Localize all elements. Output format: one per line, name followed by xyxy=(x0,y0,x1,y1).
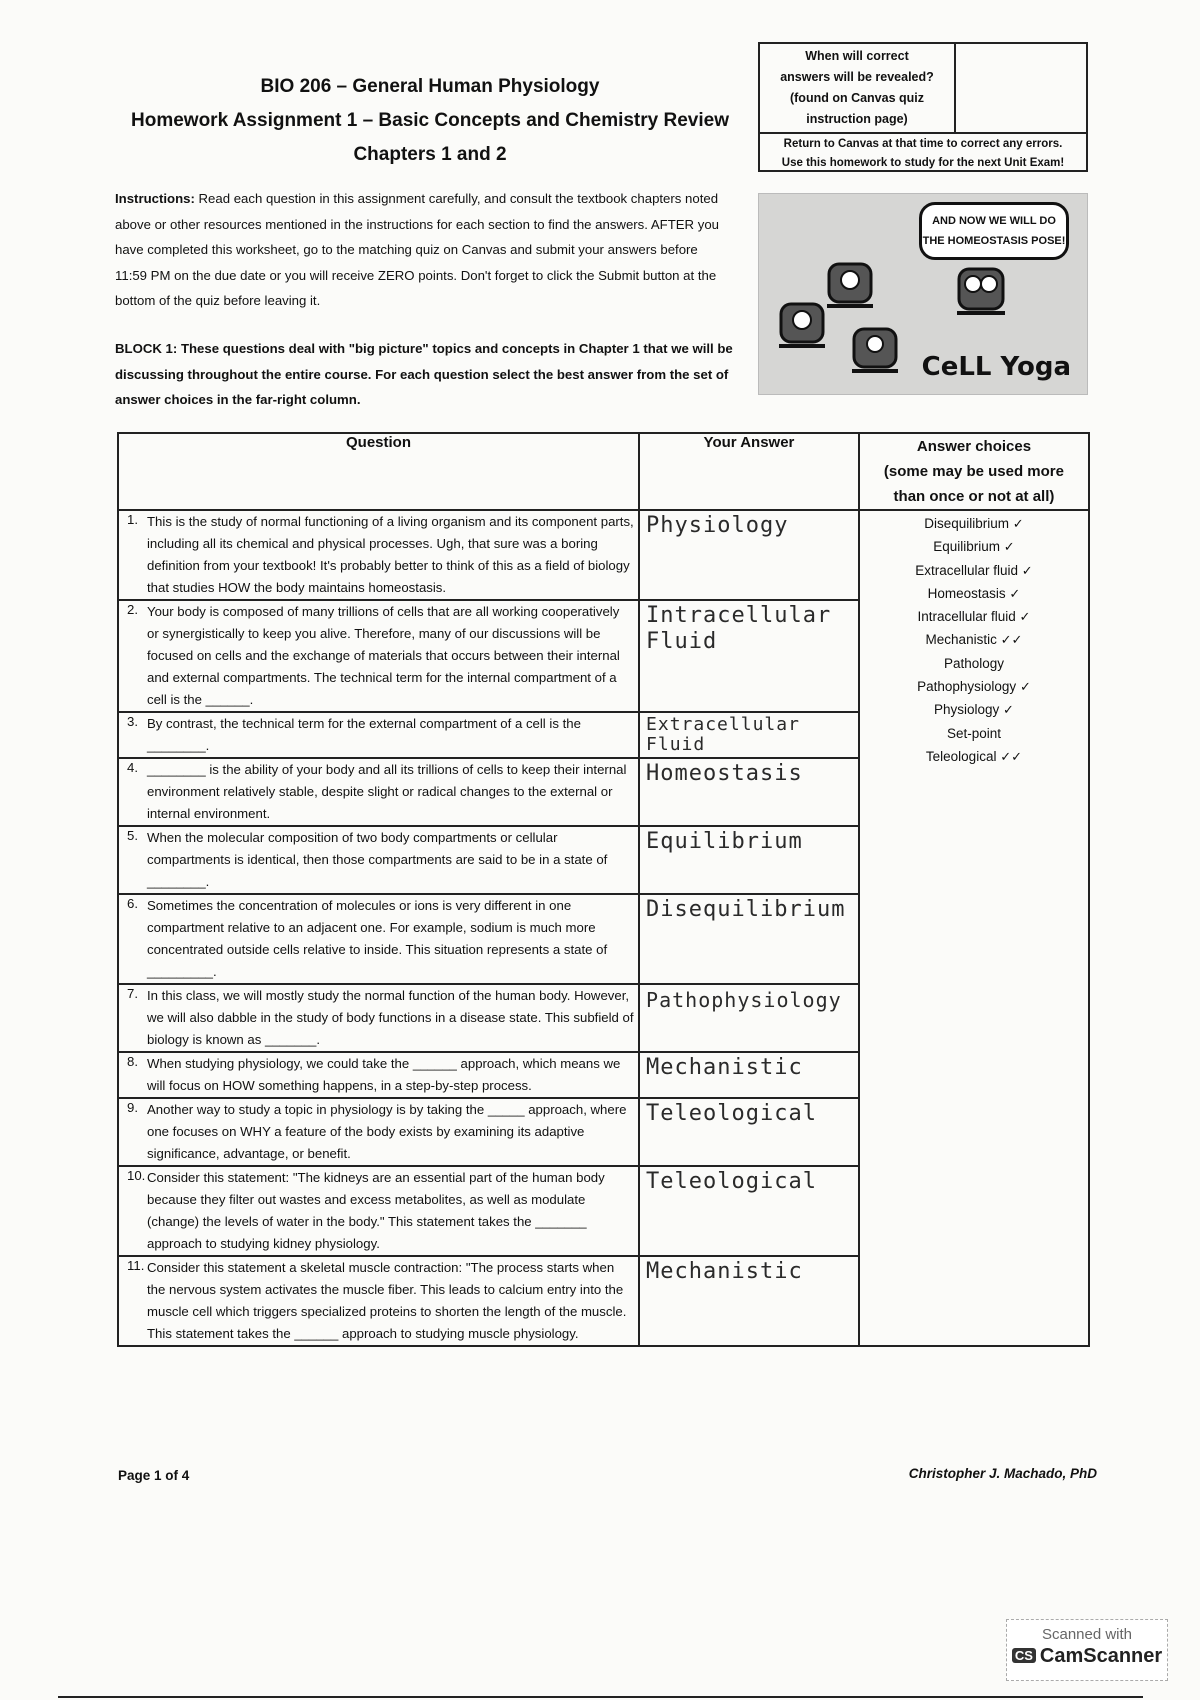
question-number: 10. xyxy=(127,1168,146,1183)
question-table xyxy=(117,432,1090,1347)
handwritten-answer: Mechanistic xyxy=(646,1259,803,1284)
question-number: 4. xyxy=(127,760,138,775)
question-number: 2. xyxy=(127,602,138,617)
answer-choices-list xyxy=(860,511,1088,769)
question-text: ________ is the ability of your body and all its trillions of cells to keep their internal environment relatively stable, despite slight or radical changes to the external or internal environment. xyxy=(147,762,627,821)
answer-reveal-box xyxy=(758,42,1088,172)
handwritten-answer: Extracellular Fluid xyxy=(646,714,800,755)
check-mark-icon: ✓ xyxy=(1019,610,1031,626)
course-title: BIO 206 – General Human Physiology xyxy=(260,76,600,97)
question-number: 11. xyxy=(127,1258,145,1273)
question-number: 8. xyxy=(127,1054,138,1069)
list-item: Pathology xyxy=(943,655,1004,671)
question-text: Your body is composed of many trillions of cells that are all working cooperatively or synergistically to keep you alive. Therefore, many of our discussions will be focused on cells and the exchange of materials that occurs between their internal and external compartments. The technical term for the internal compartment of a cell is the ______. xyxy=(147,604,620,707)
instructions-label: Instructions: xyxy=(115,191,195,206)
handwritten-answer: Homeostasis xyxy=(646,761,803,786)
cell-yoga-cartoon xyxy=(758,193,1088,395)
check-mark-icon: ✓✓ xyxy=(1000,749,1023,765)
list-item: Homeostasis ✓ xyxy=(927,585,1021,602)
question-number: 1. xyxy=(127,512,138,527)
bottom-rule xyxy=(58,1696,1143,1698)
question-text: In this class, we will mostly study the normal function of the human body. However, we will also dabble in the study of body functions in a disease state. This subfield of biology is known as _______. xyxy=(147,988,634,1047)
question-text: Consider this statement a skeletal muscle contraction: "The process starts when the nervous system activates the muscle fiber. This leads to calcium entry into the muscle cell which triggers specialized proteins to shorten the length of the muscle. This statement takes the ______ approach to studying muscle physiology. xyxy=(147,1260,627,1341)
reveal-note: Return to Canvas at that time to correct any errors. Use this homework to study for the next Unit Exam! xyxy=(781,138,1065,169)
check-mark-icon: ✓ xyxy=(1019,680,1031,696)
table-row xyxy=(118,510,1089,600)
list-item: Equilibrium ✓ xyxy=(933,539,1015,556)
author-name: Christopher J. Machado, PhD xyxy=(908,1466,1097,1481)
handwritten-answer: Pathophysiology xyxy=(646,988,842,1012)
list-item: Set-point xyxy=(946,725,1001,741)
camscanner-watermark xyxy=(1006,1619,1168,1681)
question-number: 3. xyxy=(127,714,138,729)
handwritten-answer: Intracellular Fluid xyxy=(646,603,832,654)
scanned-with-label: Scanned with xyxy=(1041,1626,1133,1643)
question-text: This is the study of normal functioning of a living organism and its component parts, including all its chemical and physical processes. Ugh, that sure was a boring definition from your textbook! It's probably better to think of this as a field of biology that studies HOW the body maintains homeostasis. xyxy=(147,514,634,595)
list-item: Extracellular fluid ✓ xyxy=(915,562,1033,579)
camscanner-logo-icon: CS xyxy=(1012,1648,1036,1663)
question-number: 5. xyxy=(127,828,138,843)
check-mark-icon: ✓✓ xyxy=(1000,633,1023,649)
list-item: Intracellular fluid ✓ xyxy=(917,609,1031,626)
question-number: 9. xyxy=(127,1100,138,1115)
check-mark-icon: ✓ xyxy=(1009,586,1021,602)
document-header xyxy=(110,70,750,172)
question-text: Sometimes the concentration of molecules or ions is very different in one compartment relative to an adjacent one. For example, sodium is much more concentrated outside cells relative to inside. This situation represents a state of _________. xyxy=(147,898,608,979)
assignment-title: Homework Assignment 1 – Basic Concepts and Chemistry Review xyxy=(131,110,729,131)
page-number: Page 1 of 4 xyxy=(118,1468,190,1483)
block1-intro: BLOCK 1: These questions deal with "big picture" topics and concepts in Chapter 1 that we will be discussing throughout the entire course. For each question select the best answer from the set of answer choices in the far-right column. xyxy=(115,341,733,407)
handwritten-answer: Physiology xyxy=(646,513,789,538)
list-item: Disequilibrium ✓ xyxy=(924,516,1024,532)
speech-bubble: AND NOW WE WILL DO THE HOMEOSTASIS POSE! xyxy=(919,202,1069,260)
handwritten-answer: Equilibrium xyxy=(646,829,803,854)
question-number: 7. xyxy=(127,986,138,1001)
answer-column-header: Your Answer xyxy=(639,433,859,510)
handwritten-answer: Disequilibrium xyxy=(646,897,846,922)
choices-column-header: Answer choices (some may be used more than once or not at all) xyxy=(859,433,1089,510)
question-text: By contrast, the technical term for the external compartment of a cell is the ________. xyxy=(147,716,581,753)
question-column-header: Question xyxy=(118,433,639,510)
check-mark-icon: ✓ xyxy=(1012,517,1024,532)
question-number: 6. xyxy=(127,896,138,911)
handwritten-answer: Teleological xyxy=(646,1101,817,1126)
question-text: Consider this statement: "The kidneys are an essential part of the human body because they filter out wastes and excess metabolites, as well as modulate (change) the levels of water in the body." This statement takes the _______ approach to studying kidney physiology. xyxy=(147,1170,605,1251)
instructions-text: Read each question in this assignment carefully, and consult the textbook chapters noted above or other resources mentioned in the instructions for each section to find the answers. AFTER you have completed this worksheet, go to the matching quiz on Canvas and submit your answers before 11:59 PM on the due date or you will receive ZERO points. Don't forget to click the Submit button at the bottom of the quiz before leaving it. xyxy=(115,191,720,308)
camscanner-brand: CS CamScanner xyxy=(1007,1645,1167,1668)
check-mark-icon: ✓ xyxy=(1003,540,1015,556)
question-text: When studying physiology, we could take the ______ approach, which means we will focus on HOW something happens, in a step-by-step process. xyxy=(147,1056,621,1093)
table-header-row xyxy=(118,433,1089,510)
reveal-date-blank xyxy=(956,44,1086,134)
check-mark-icon: ✓ xyxy=(1003,703,1014,719)
question-text: When the molecular composition of two body compartments or cellular compartments is identical, then those compartments are said to be in a state of ________. xyxy=(147,830,608,889)
reveal-question: When will correct answers will be revealed? (found on Canvas quiz instruction page) xyxy=(760,44,956,134)
list-item: Pathophysiology ✓ xyxy=(917,679,1031,696)
chapters-title: Chapters 1 and 2 xyxy=(353,144,507,165)
list-item: Physiology ✓ xyxy=(933,702,1014,719)
instructions xyxy=(115,186,725,314)
list-item: Teleological ✓✓ xyxy=(925,748,1023,765)
handwritten-answer: Teleological xyxy=(646,1169,817,1194)
answer-choices-cell xyxy=(859,510,1089,1346)
cell-yoga-caption: CeLL Yoga xyxy=(921,352,1071,382)
list-item: Mechanistic ✓✓ xyxy=(925,632,1023,649)
question-text: Another way to study a topic in physiology is by taking the _____ approach, where one focuses on WHY a feature of the body exists by examining its adaptive significance, advantage, or benefit. xyxy=(147,1102,627,1161)
handwritten-answer: Mechanistic xyxy=(646,1055,803,1080)
check-mark-icon: ✓ xyxy=(1021,563,1033,579)
